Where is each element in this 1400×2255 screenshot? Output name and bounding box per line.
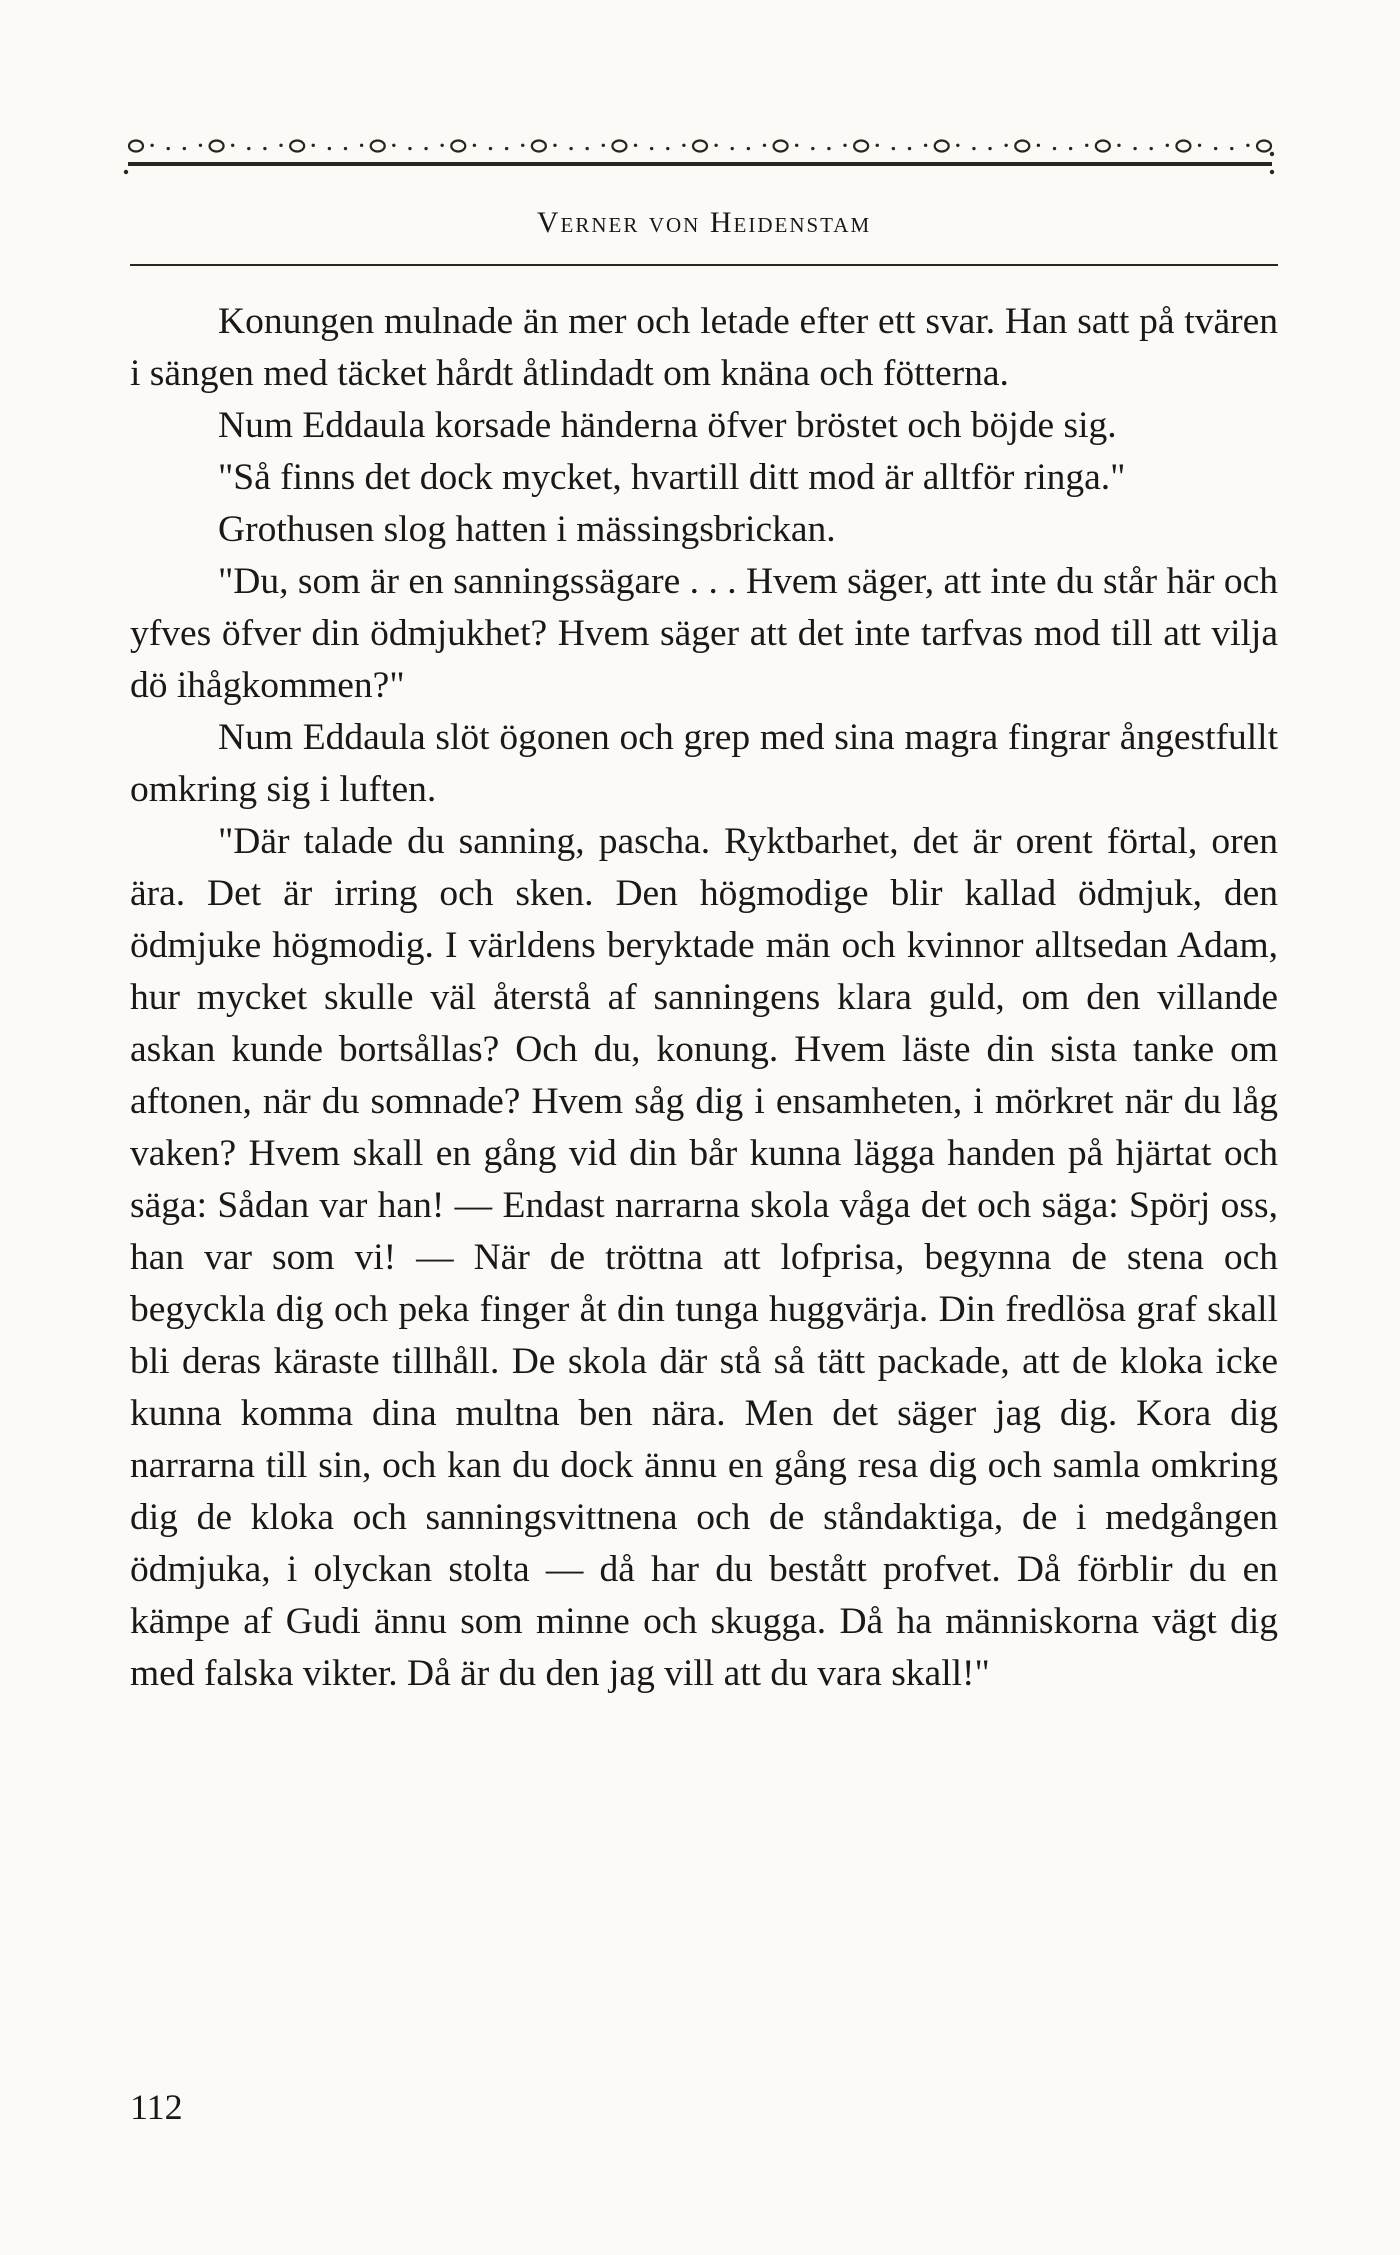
paragraph: Num Eddaula korsade händerna öfver bröstet och böjde sig. xyxy=(218,405,1117,446)
paragraph: "Där talade du sanning, pascha. Ryktbarhet, det är orent förtal, oren ära. Det är irring och sken. Den högmodige blir kallad ödmjuk, den ödmjuke högmodig. I världens beryktade män och kvinnor alltsedan Adam, hur mycket skulle väl återstå af sanningens klara guld, om den villande askan kunde bortsållas? Och du, konung. Hvem läste din sista tanke om aftonen, när du somnade? Hvem såg dig i ensamheten, i mörkret när du låg vaken? Hvem skall en gång vid din bår kunna lägga handen på hjärtat och säga: Sådan var han! — Endast narrarna skola våga det och säga: Spörj oss, han var som vi! — När de tröttna att lofprisa, begynna de stena och begyckla dig och peka finger åt din tunga huggvärja. Din fredlösa graf skall bli deras käraste tillhåll. De skola där stå så tätt packade, att de kloka icke kunna komma dina multna ben nära. Men det säger jag dig. Kora dig narrarna till sin, och kan du dock ännu en gång resa dig och samla omkring dig de kloka och sanningsvittnena och de ståndaktiga, de i medgången ödmjuka, i olyckan stolta — då har du bestått profvet. Då förblir du en kämpe af Gudi ännu som minne och skugga. Då ha människorna vägt dig med falska vikter. Då är du den jag vill att du vara skall!" xyxy=(130,821,1278,1694)
paragraph: Grothusen slog hatten i mässingsbrickan. xyxy=(218,509,836,550)
header-rule xyxy=(130,264,1278,266)
page-number: 112 xyxy=(130,2087,183,2127)
paragraph: Konungen mulnade än mer och letade efter ett svar. Han satt på tvären i sängen med täcket hårdt åtlindadt om knäna och fötterna. xyxy=(130,301,1278,394)
paragraph: "Så finns det dock mycket, hvartill ditt mod är alltför ringa." xyxy=(218,457,1126,498)
paragraph: "Du, som är en sanningssägare . . . Hvem säger, att inte du står här och yfves öfver din ödmjukhet? Hvem säger att det inte tarfvas mod till att vilja dö ihågkommen?" xyxy=(130,561,1278,706)
running-title: Verner von Heidenstam xyxy=(536,206,872,239)
paragraph: Num Eddaula slöt ögonen och grep med sina magra fingrar ångestfullt omkring sig i luften. xyxy=(130,717,1278,810)
body-text xyxy=(130,296,1278,1700)
decorative-chain-border-icon xyxy=(120,124,1280,184)
